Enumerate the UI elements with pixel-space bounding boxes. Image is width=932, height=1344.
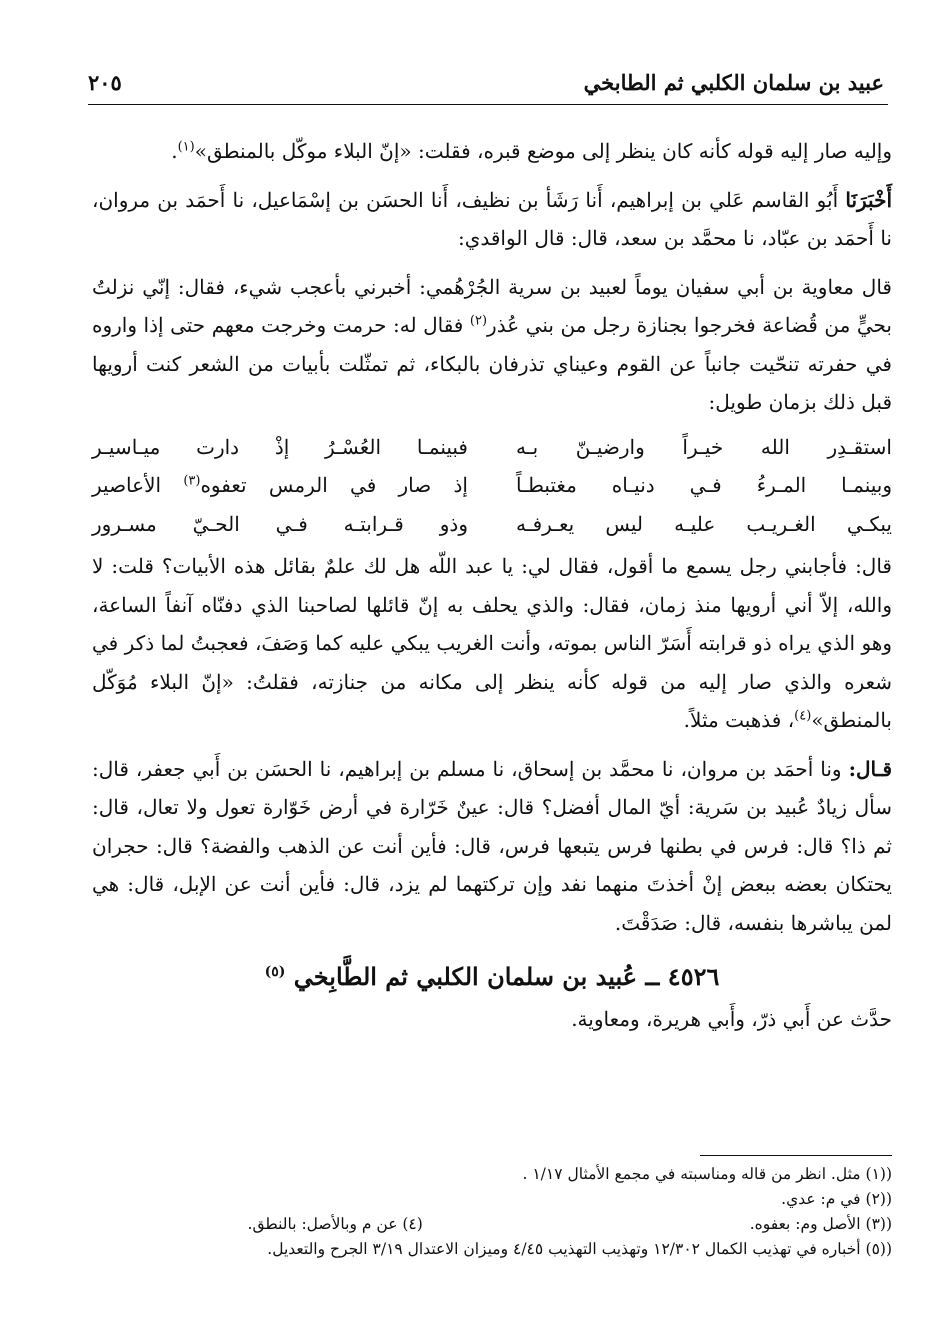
verse-line <box>92 466 892 505</box>
paragraph-1: وإليه صار إليه قوله كأنه كان ينظر إلى موضع قبره، فقلت: «إنّ البلاء موكّل بالمنطق»$^{(١)}$. <box>171 139 892 163</box>
verse-second-hemistich: إذ صار في الرمس تعفوه$^{(٣)}$ الأعاصير <box>92 473 468 497</box>
footnote-1: ((١) مثل. انظر من قاله ومناسبته في مجمع الأمثال ١/١٧ . <box>522 1165 892 1183</box>
page-number: ٢٠٥ <box>88 70 122 95</box>
poem-verses <box>92 428 892 544</box>
footnote-3: ((٣) الأصل وم: بعفوه. <box>749 1215 892 1233</box>
footnote-2: ((٢) في م: عدي. <box>781 1190 892 1208</box>
verse-first-hemistich: وبينمـا المـرءُ فـي دنيـاه مغتبطـاً <box>516 473 892 497</box>
main-text <box>92 132 892 1039</box>
paragraph-6: حدَّث عن أَبي ذرّ، وأَبي هريرة، ومعاوية. <box>571 1007 892 1031</box>
paragraph-5: قـال: ونا أحمَد بن مروان، نا محمَّد بن إسحاق، نا مسلم بن إبراهيم، نا الحسَن بن أَبي جعفر، قال: سأل زيادٌ عُبيد بن سَرية: أيّ المال أفضل؟ قال: عينٌ خَرّارة في أرض خَوّارة تعول ولا تعال، قال: ثم ذا؟ قال: فرس في بطنها فرس يتبعها فرس، قال: فأين أنت عن الذهب والفضة؟ قال: حجران يحتكان بعضه ببعض إنْ أخذتَ منهما نفد وإن تركتهما لم يزد، قال: فأين أنت عن الإبل، قال: هي لمن يباشرها بنفسه، قال: صَدَقْتَ. <box>92 756 893 935</box>
footnote-ref-5: (٥) <box>264 964 286 980</box>
header-rule <box>88 104 888 105</box>
verse-line <box>92 505 892 544</box>
footnote-rule <box>700 1155 892 1156</box>
paragraph-3: قال معاوية بن أبي سفيان يوماً لعبيد بن سرية الجُرْهُمي: أخبرني بأعجب شيء، فقال: إنّي نزلتُ بحيٍّ من قُضاعة فخرجوا بجنازة رجل من بني عُذر$^{(٢)}$ فقال له: حرمت وخرجت معهم حتى إذا واروه في حفرته تنحّيت جانباً عن القوم وعيناي تذرفان بالبكاء، ثم تمثّلت بأبيات من الشعر كنت أرويها قبل ذلك بزمان طويل: <box>92 274 892 414</box>
footnote-4: (٤) عن م وبالأصل: بالنطق. <box>247 1215 423 1233</box>
footnote-ref-2: (٢) <box>469 313 488 329</box>
running-header <box>88 70 884 106</box>
running-title: عبيد بن سلمان الكلبي ثم الطابخي <box>583 70 884 95</box>
footnotes <box>110 1162 892 1262</box>
verse-second-hemistich: فبينمـا العُسْـرُ إذْ دارت ميـاسيـر <box>92 434 468 459</box>
footnote-5: ((٥) أخباره في تهذيب الكمال ١٢/٣٠٢ وتهذيب التهذيب ٤/٤٥ وميزان الاعتدال ٣/١٩ الجرح والتعديل. <box>267 1240 892 1258</box>
footnote-ref-4: (٤) <box>794 708 812 724</box>
footnote-row <box>110 1212 892 1237</box>
entry-heading: ٤٥٢٦ ــ عُبيد بن سلمان الكلبي ثم الطَّابِخي $^{(٥)}$ <box>264 962 720 991</box>
paragraph-2: أَخْبَرَنَا أَبُو القاسم عَلي بن إبراهيم، أَنا رَشَأ بن نظيف، أَنا الحسَن بن إسْمَاعيل، نا أَحمَد بن مروان، نا أَحمَد بن عبّاد، نا محمَّد بن سعد، قال: قال الواقدي: <box>92 187 892 250</box>
verse-first-hemistich: استقـدِر الله خيـراً وارضيـنّ بـه <box>516 434 892 459</box>
footnote-ref-1: (١) <box>177 139 195 155</box>
verse-first-hemistich: يبكـي الغـريـب عليـه ليس يعـرفـه <box>516 511 892 536</box>
verse-second-hemistich: وذو قـرابتـه فـي الحـيّ مسـرور <box>92 511 468 536</box>
paragraph-4: قال: فأجابني رجل يسمع ما أقول، فقال لي: يا عبد اللّه هل لك علمٌ بقائل هذه الأبيات؟ قلت: لا والله، إلاّ أني أرويها منذ زمان، فقال: والذي يحلف به إنّ قائلها لصاحبنا الذي دفنّاه آنفاً الساعة، وهو الذي يراه ذو قرابته أَسَرّ الناس بموته، وأنت الغريب يبكي عليه كما وَصَفَ، فعجبتُ لما ذكر في شعره والذي صار إليه من قوله كأنه ينظر إلى مكانه من جنازته، فقلتُ: «إنّ البلاء مُوَكّل بالمنطق»$^{(٤)}$، فذهبت مثلاً. <box>92 554 892 732</box>
isnad-lead: أَخْبَرَنَا <box>845 187 892 212</box>
verse-line <box>92 428 892 467</box>
footnote-ref-3: (٣) <box>183 473 201 489</box>
qala-lead: قـال: <box>848 756 893 781</box>
